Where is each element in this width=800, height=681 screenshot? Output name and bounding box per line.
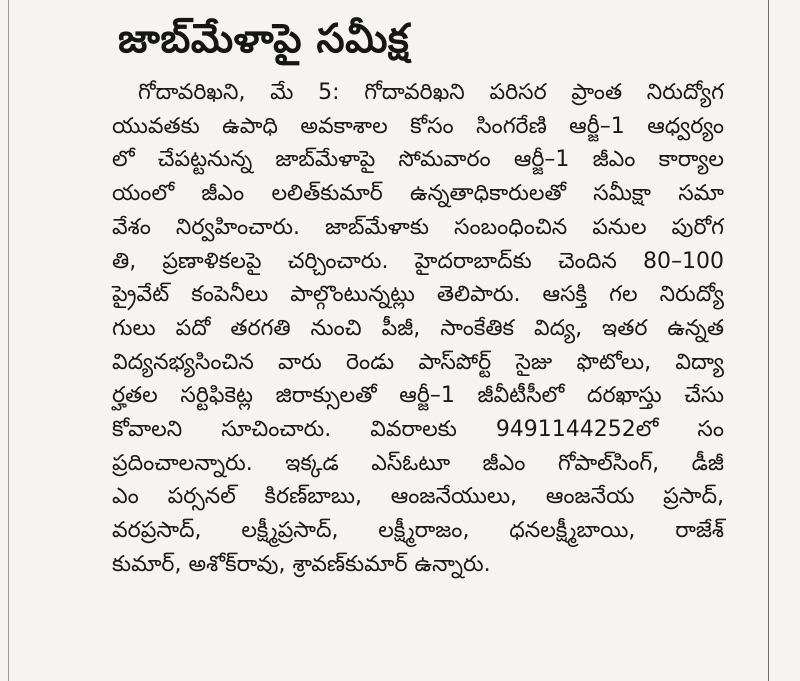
article-line: వేశం నిర్వహించారు. జాబ్‌మేళాకు సంబంధించిన పనుల పురోగ [112, 214, 724, 240]
article-line: కుమార్, అశోక్‌రావు, శ్రావణ్‌కుమార్ ఉన్నారు. [112, 551, 491, 577]
article-line: లో చేపట్టనున్న జాబ్‌మేళాపై సోమవారం ఆర్జీ–1 జీఎం కార్యాల [112, 147, 724, 173]
article-line: విద్యనభ్యసించిన వారు రెండు పాస్‌పోర్ట్ సైజు ఫొటోలు, విద్యా [112, 349, 724, 375]
article-line: వరప్రసాద్, లక్ష్మీప్రసాద్, లక్ష్మీరాజం, ధనలక్ష్మీబాయి, రాజేశ్ [112, 518, 724, 544]
article-line: తి, ప్రణాళికలపై చర్చించారు. హైదరాబాద్‌కు చెందిన 80–100 [112, 248, 724, 274]
left-column-rule [8, 0, 9, 681]
article-line: గోదావరిఖని, మే 5: గోదావరిఖని పరిసర ప్రాంత నిరుద్యోగ [138, 80, 724, 105]
right-column-rule [768, 0, 769, 681]
article-line: ప్రదించాలన్నారు. ఇక్కడ ఎస్‌ఓటూ జీఎం గోపాల్‌సింగ్, డీజీ [112, 450, 724, 476]
article-line: ఎం పర్సనల్ కిరణ్‌బాబు, ఆంజనేయులు, ఆంజనేయ ప్రసాద్, [112, 484, 724, 510]
article-line: యువతకు ఉపాధి అవకాశాల కోసం సింగరేణి ఆర్జీ–1 ఆధ్వర్యం [112, 113, 724, 139]
article-line: గులు పదో తరగతి నుంచి పీజీ, సాంకేతిక విద్య, ఇతర ఉన్నత [112, 315, 724, 341]
article-body [112, 76, 724, 582]
article-line: ప్రైవేట్ కంపెనీలు పాల్గొంటున్నట్లు తెలిపారు. ఆసక్తి గల నిరుద్యో [112, 282, 724, 308]
article-line: కోవాలని సూచించారు. వివరాలకు 9491144252లో సం [112, 417, 724, 443]
article-line: ర్హతల సర్టిఫికెట్ల జిరాక్సులతో ఆర్జీ–1 జీవీటీసీలో దరఖాస్తు చేసు [112, 383, 724, 409]
article-line: యంలో జీఎం లలిత్‌కుమార్ ఉన్నతాధికారులతో సమీక్షా సమా [112, 181, 724, 207]
article-headline: జాబ్‌మేళాపై సమీక్ష [118, 16, 410, 62]
